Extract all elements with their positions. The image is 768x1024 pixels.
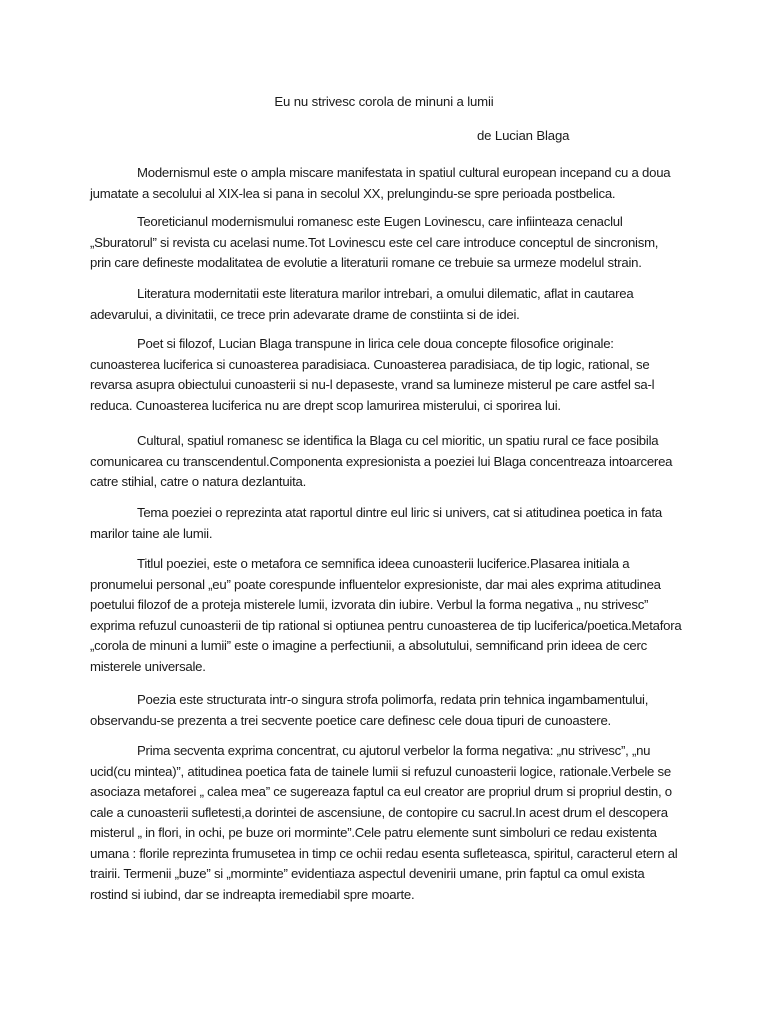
- paragraph: Cultural, spatiul romanesc se identifica la Blaga cu cel mioritic, un spatiu rural ce face posibila comunicarea cu transcendentul.Componenta expresionista a poeziei lui Blaga concentreaza intoarcerea catre stihial, catre o natura dezlantuita.: [90, 433, 673, 489]
- paragraph: Poezia este structurata intr-o singura strofa polimorfa, redata prin tehnica ingambamentului, observandu-se prezenta a trei secvente poetice care definesc cele doua tipuri de cunoastere.: [90, 692, 649, 728]
- paragraph: Literatura modernitatii este literatura marilor intrebari, a omului dilematic, aflat in cautarea adevarului, a divinitatii, ce trece prin adevarate drame de constiinta si de idei.: [90, 286, 634, 322]
- paragraph: Teoreticianul modernismului romanesc este Eugen Lovinescu, care infiinteaza cenaclul „Sburatorul” si revista cu acelasi nume.Tot Lovinescu este cel care introduce conceptul de sincronism, prin care defineste modalitatea de evolutie a literaturii romane ce trebuie sa urmeze modelul strain.: [90, 214, 659, 270]
- paragraph: Tema poeziei o reprezinta atat raportul dintre eul liric si univers, cat si atitudinea poetica in fata marilor taine ale lumii.: [90, 505, 662, 541]
- paragraph: Titlul poeziei, este o metafora ce semnifica ideea cunoasterii luciferice.Plasarea initiala a pronumelui personal „eu” poate corespunde influentelor expresioniste, dar mai ales exprima atitudinea poetului filozof de a proteja misterele lumii, izvorata din iubire. Verbul la forma negativa „ nu strivesc” exprima refuzul cunoasterii de tip rational si optiunea pentru cunoasterea de tip luciferica/poetica.Metafora „corola de minuni a lumii” este o imagine a perfectiunii, a absolutului, semnificand prin ideea de cerc misterele universale.: [90, 556, 682, 674]
- paragraph: Poet si filozof, Lucian Blaga transpune in lirica cele doua concepte filosofice originale: cunoasterea luciferica si cunoasterea paradisiaca. Cunoasterea paradisiaca, de tip logic, rational, se revarsa asupra obiectului cunoasterii si nu-l depaseste, vrand sa lumineze misterul pe care astfel sa-l reduca. Cunoasterea luciferica nu are drept scop lamurirea misterului, ci sporirea lui.: [90, 336, 655, 413]
- document-author: de Lucian Blaga: [477, 128, 570, 143]
- paragraph: Prima secventa exprima concentrat, cu ajutorul verbelor la forma negativa: „nu strivesc”, „nu ucid(cu mintea)”, atitudinea poetica fata de tainele lumii si refuzul cunoasterii logice, rationale.Verbele se asociaza metaforei „ calea mea” ce sugereaza faptul ca eul creator are propriul drum si propriul destin, o cale a cunoasterii sufletesti,a dorintei de ascensiune, de contopire cu sacrul.In acest drum el descopera misterul „ in flori, in ochi, pe buze ori morminte”.Cele patru elemente sunt simboluri ce redau existenta umana : florile reprezinta frumusetea in timp ce ochii redau esenta sufleteasca, spiritul, caracterul etern al trairii. Termenii „buze” si „morminte” evidentiaza aspectul devenirii umane, prin faptul ca omul exista rostind si iubind, dar se indreapta iremediabil spre moarte.: [90, 743, 678, 902]
- paragraph: Modernismul este o ampla miscare manifestata in spatiul cultural european incepand cu a doua jumatate a secolului al XIX-lea si pana in secolul XX, prelungindu-se spre perioada postbelica.: [90, 165, 671, 201]
- document-title: Eu nu strivesc corola de minuni a lumii: [274, 94, 494, 109]
